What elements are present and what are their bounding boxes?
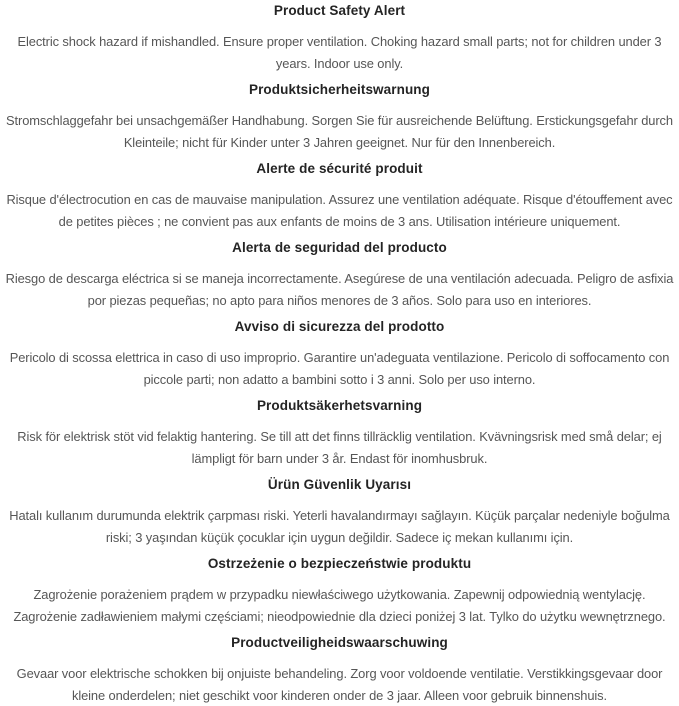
safety-section-nl [5, 634, 674, 706]
section-body-fr: Risque d'électrocution en cas de mauvaise manipulation. Assurez une ventilation adéquate. Risque d'étouffement avec de petites pièces ; ne convient pas aux enfants de moins de 3 ans. Utilisation intérieure uniquement. [6, 192, 673, 229]
section-body-tr: Hatalı kullanım durumunda elektrik çarpması riski. Yeterli havalandırmayı sağlayın. Küçük parçalar nedeniyle boğulma riski; 3 yaşından küçük çocuklar için uygun değildir. Sadece iç mekan kullanımı için. [9, 508, 670, 545]
safety-section-de [5, 81, 674, 153]
section-body-pl: Zagrożenie porażeniem prądem w przypadku niewłaściwego użytkowania. Zapewnij odpowiednią wentylację. Zagrożenie zadławieniem małymi częściami; nieodpowiednie dla dzieci poniżej 3 lat. Tylko do użytku wewnętrznego. [13, 587, 666, 624]
section-body-es: Riesgo de descarga eléctrica si se maneja incorrectamente. Asegúrese de una ventilación adecuada. Peligro de asfixia por piezas pequeñas; no apto para niños menores de 3 años. Solo para uso en interiores. [5, 271, 674, 308]
section-body-de: Stromschlaggefahr bei unsachgemäßer Handhabung. Sorgen Sie für ausreichende Belüftung. Erstickungsgefahr durch Kleinteile; nicht für Kinder unter 3 Jahren geeignet. Nur für den Innenbereich. [6, 113, 673, 150]
section-heading-sv: Produktsäkerhetsvarning [256, 398, 423, 413]
section-body-en: Electric shock hazard if mishandled. Ensure proper ventilation. Choking hazard small parts; not for children under 3 years. Indoor use only. [17, 34, 662, 71]
safety-section-fr [5, 160, 674, 232]
safety-section-tr [5, 476, 674, 548]
section-heading-de: Produktsicherheitswarnung [248, 82, 431, 97]
section-heading-tr: Ürün Güvenlik Uyarısı [267, 477, 412, 492]
section-body-sv: Risk för elektrisk stöt vid felaktig hantering. Se till att det finns tillräcklig ventilation. Kvävningsrisk med små delar; ej lämpligt för barn under 3 år. Endast för inomhusbruk. [17, 429, 662, 466]
section-body-it: Pericolo di scossa elettrica in caso di uso improprio. Garantire un'adeguata ventilazione. Pericolo di soffocamento con piccole parti; non adatto a bambini sotto i 3 anni. Solo per uso interno. [9, 350, 670, 387]
section-heading-fr: Alerte de sécurité produit [256, 161, 423, 176]
section-heading-pl: Ostrzeżenie o bezpieczeństwie produktu [207, 556, 472, 571]
section-heading-es: Alerta de seguridad del producto [232, 240, 447, 255]
safety-section-en [5, 2, 674, 74]
section-heading-en: Product Safety Alert [273, 3, 406, 18]
safety-section-sv [5, 397, 674, 469]
safety-section-it [5, 318, 674, 390]
section-heading-it: Avviso di sicurezza del prodotto [234, 319, 445, 334]
safety-section-pl [5, 555, 674, 627]
safety-section-es [5, 239, 674, 311]
section-heading-nl: Productveiligheidswaarschuwing [231, 635, 448, 650]
section-body-nl: Gevaar voor elektrische schokken bij onjuiste behandeling. Zorg voor voldoende ventilatie. Verstikkingsgevaar door kleine onderdelen; niet geschikt voor kinderen onder de 3 jaar. Alleen voor gebruik binnenshuis. [16, 666, 663, 703]
